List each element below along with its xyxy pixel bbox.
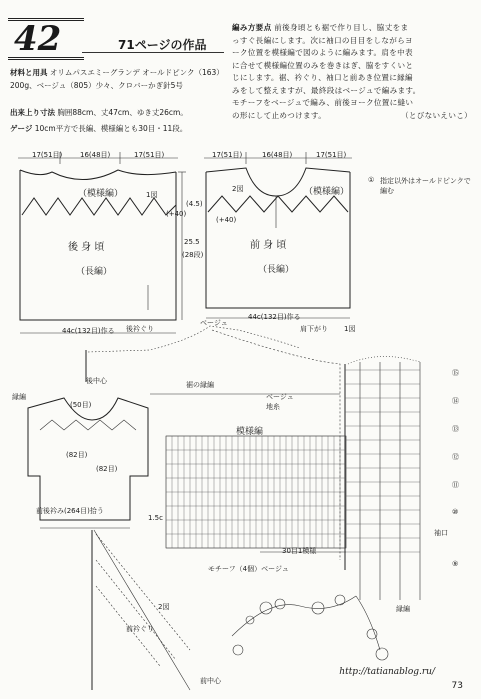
back-bottom-label: 44c(132目)作る	[62, 327, 115, 335]
method-line: の形にして止めつけます。	[232, 110, 327, 120]
edge-color-label: 地糸	[266, 403, 280, 411]
motif-label: モチーフ（4個）ベージュ	[208, 565, 289, 573]
front-pattern-label: （模様編）	[304, 187, 350, 197]
sleeve-label: 袖口	[434, 529, 448, 537]
method-line: 前後身頃とも裾で作り目し、脇丈をま	[274, 23, 409, 32]
small-neck-label: (50目)	[70, 401, 92, 409]
back-width-left: 17(51目)	[32, 151, 63, 159]
front-center-label: 前中心	[200, 677, 221, 685]
pattern-title: 71ページの作品	[118, 38, 207, 52]
small-dim-label: 1.5c	[148, 514, 163, 522]
back-side-dim: 25.5	[184, 238, 200, 246]
front-neck-label: 前衿ぐり	[126, 625, 154, 633]
row-marker: ⑩	[452, 508, 459, 516]
front-part-label: 前 身 頃	[250, 240, 287, 251]
beige-label: ベージュ	[200, 319, 228, 327]
edge-beige-label: ベージュ	[266, 393, 294, 401]
pattern-label: 模様編	[236, 427, 264, 437]
size-label: 出来上り寸法	[10, 108, 55, 117]
front-stitch-label: （長編）	[258, 265, 295, 275]
shoulder-label: 肩下がり	[300, 325, 328, 333]
back-side-mark: (+40)	[166, 210, 187, 218]
row-marker: ⑭	[452, 397, 459, 405]
front-fig-mark: 2図	[232, 185, 244, 193]
small-hem-label: 前後衿み(264目)拾う	[36, 507, 104, 515]
front-body-outline	[204, 152, 352, 318]
count-label: 30目1模様	[282, 547, 317, 555]
fig2-label: 2図	[158, 603, 170, 611]
method-line: じにします。裾、衿ぐり、袖口と前あき位置に縁編	[232, 73, 413, 82]
materials-label: 材料と用具	[10, 68, 48, 77]
method-label: 編み方要点	[232, 23, 272, 32]
small-edge-label: 縁編	[12, 393, 26, 401]
back-fig-mark: 1図	[146, 191, 158, 199]
note-text: 指定以外はオールドピンクで編む	[380, 177, 471, 195]
small-sleeve-label: (82目)	[96, 465, 118, 473]
method-line: ーク位置を模様編で図のように編みます。肩を中表	[232, 48, 413, 57]
edge-label: 縁編	[396, 605, 410, 613]
front-width-center: 16(48目)	[262, 151, 293, 159]
back-part-label: 後 身 頃	[68, 242, 105, 253]
back-pattern-label: （模様編）	[78, 189, 124, 199]
gauge-label: ゲージ	[10, 124, 33, 133]
fig1-label: 1図	[344, 325, 356, 333]
back-width-right: 17(51目)	[134, 151, 165, 159]
front-side-mark: (+40)	[216, 216, 237, 224]
row-marker: ⑮	[452, 369, 459, 377]
row-marker: ⑫	[452, 453, 459, 461]
back-side-dim: (28段)	[182, 251, 204, 259]
front-width-right: 17(51目)	[316, 151, 347, 159]
front-bottom-label: 44c(132目)作る	[248, 313, 301, 321]
small-armhole-label: (82目)	[66, 451, 88, 459]
pattern-number: 42	[8, 18, 84, 60]
back-neck-label: 後衿ぐり	[126, 325, 154, 333]
back-center-label: 後中心	[86, 377, 107, 385]
materials-text: オリムパスエミーグランデ オールドピンク（163）200g、ベージュ（805）少々、クロバーかぎ針5号	[10, 68, 224, 90]
source-url[interactable]: http://tatianablog.ru/	[339, 667, 435, 677]
method-line: モチーフをベージュで編み、前後ヨーク位置に縫い	[232, 98, 414, 107]
page-number: 73	[451, 681, 463, 691]
back-width-center: 16(48目)	[80, 151, 111, 159]
author-signature: （とびないえいこ）	[400, 110, 472, 120]
edge-pattern-label: 裾の縁編	[186, 381, 214, 389]
row-marker: ⑨	[452, 560, 459, 568]
row-marker: ⑪	[452, 481, 459, 489]
back-side-dim: (4.5)	[186, 200, 203, 208]
note-mark: ①	[368, 176, 375, 184]
method-line: っすぐ長編にします。次に袖口の目目をしながらヨ	[232, 35, 413, 45]
method-line: みをして整えますが、最終段はベージュで編みます。	[232, 85, 421, 95]
front-width-left: 17(51目)	[212, 151, 243, 159]
row-marker: ⑬	[452, 425, 459, 433]
size-text: 胸囲88cm、丈47cm、ゆき丈26cm。	[57, 108, 188, 117]
method-line: に合せて模様編位置のみを巻きはぎ、脇をすくいと	[232, 60, 414, 70]
gauge-text: 10cm平方で長編、模様編とも30目・11段。	[34, 124, 188, 133]
back-stitch-label: （長編）	[76, 267, 113, 277]
